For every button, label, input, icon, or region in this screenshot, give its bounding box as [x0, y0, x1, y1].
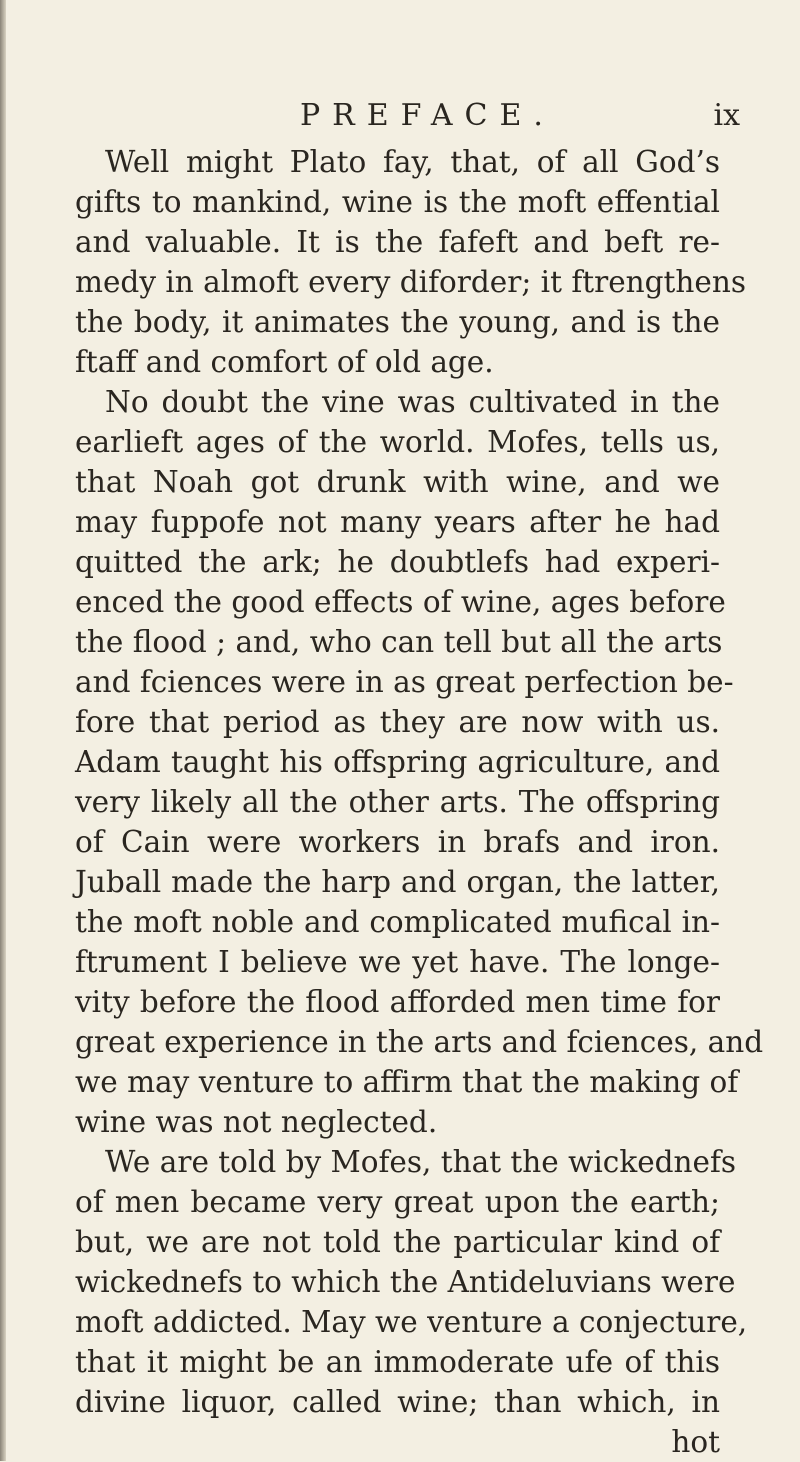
text-line: the moft noble and complicated mufical in- — [75, 905, 720, 939]
text-line: fore that period as they are now with us. — [75, 705, 720, 739]
text-line: wickednefs to which the Antideluvians were — [75, 1265, 736, 1299]
text-line: Well might Plato fay, that, of all God’s — [105, 145, 720, 179]
text-line: the body, it animates the young, and is the — [75, 305, 720, 339]
text-line: the flood ; and, who can tell but all the arts — [75, 625, 723, 659]
text-line: of men became very great upon the earth; — [75, 1185, 720, 1219]
text-line: great experience in the arts and fciences, and — [75, 1025, 764, 1059]
running-header — [300, 98, 740, 138]
text-line: Juball made the harp and organ, the latter, — [75, 865, 720, 899]
header-title: PREFACE. — [300, 98, 555, 133]
text-line: quitted the ark; he doubtlefs had experi- — [75, 545, 720, 579]
text-line: of Cain were workers in brafs and iron. — [75, 825, 720, 859]
text-line: that Noah got drunk with wine, and we — [75, 465, 720, 499]
text-line: medy in almoft every diforder; it ftrengthens — [75, 265, 746, 299]
text-line: that it might be an immoderate ufe of this — [75, 1345, 720, 1379]
text-line: gifts to mankind, wine is the moft effential — [75, 185, 720, 219]
text-line: We are told by Mofes, that the wickednefs — [105, 1145, 737, 1179]
text-line: divine liquor, called wine; than which, in — [75, 1385, 720, 1419]
text-line: enced the good effects of wine, ages before — [75, 585, 726, 619]
text-line: earlieft ages of the world. Mofes, tells us, — [75, 425, 720, 459]
body-text — [75, 142, 764, 1462]
page-number: ix — [713, 98, 740, 133]
text-line: but, we are not told the particular kind of — [75, 1225, 720, 1259]
text-line: and fciences were in as great perfection be- — [75, 665, 734, 699]
text-line: very likely all the other arts. The offspring — [75, 785, 720, 819]
text-line: No doubt the vine was cultivated in the — [105, 385, 720, 419]
page-edge — [0, 0, 6, 1461]
text-line: may fuppofe not many years after he had — [75, 505, 720, 539]
text-line: moft addicted. May we venture a conjecture, — [75, 1305, 748, 1339]
text-line: and valuable. It is the fafeft and beft re- — [75, 225, 720, 259]
text-line: ftaff and comfort of old age. — [75, 345, 494, 379]
text-line: ftrument I believe we yet have. The longe- — [75, 945, 720, 979]
text-line: wine was not neglected. — [75, 1105, 438, 1139]
text-line: we may venture to affirm that the making of — [75, 1065, 739, 1099]
text-line: vity before the flood afforded men time for — [75, 985, 720, 1019]
text-line: Adam taught his offspring agriculture, and — [75, 745, 720, 779]
catchword: hot — [671, 1425, 720, 1459]
